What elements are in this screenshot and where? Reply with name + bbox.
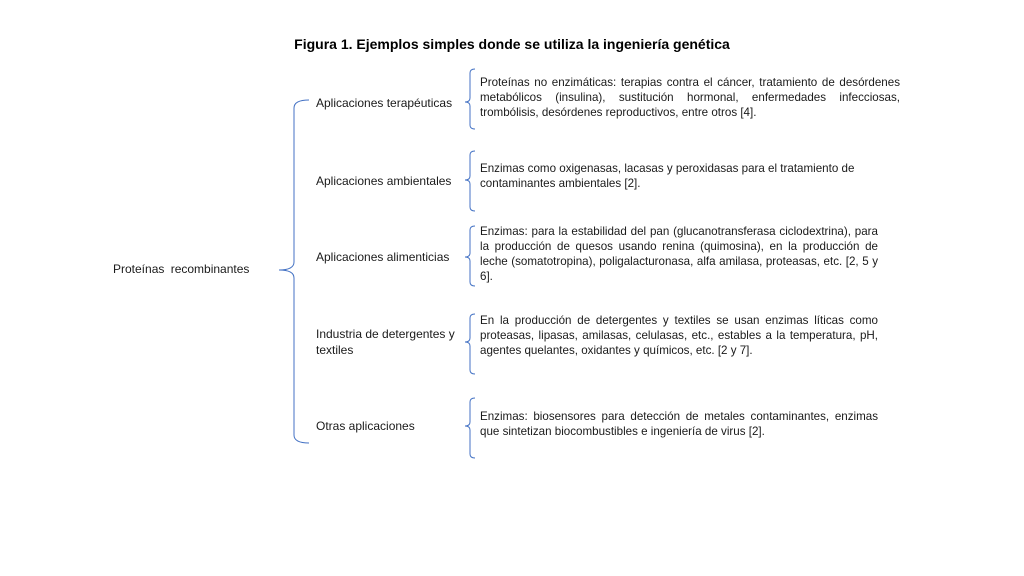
branch-brace-3 [465, 226, 475, 286]
branch-label-therapeutic: Aplicaciones terapéuticas [316, 96, 453, 110]
branch-description-other: Enzimas: biosensores para detección de metales contaminantes, enzimas que sintetizan biocombustibles e ingeniería de virus [2]. [480, 410, 878, 438]
figure-title: Figura 1. Ejemplos simples donde se utiliza la ingeniería genética [294, 36, 730, 52]
main-brace [279, 100, 309, 443]
branch-description-therapeutic: Proteínas no enzimáticas: terapias contra el cáncer, tratamiento de desórdenes metabólicos (insulina), sustitución hormonal, enfermedades infecciosas, trombólisis, desórdenes reproductivos, entre otros [4]. [480, 76, 900, 119]
branch-brace-2 [465, 151, 475, 211]
branch-label-other: Otras aplicaciones [316, 419, 415, 433]
branch-label-food: Aplicaciones alimenticias [316, 250, 450, 264]
branch-brace-5 [465, 398, 475, 458]
branch-label-environmental: Aplicaciones ambientales [316, 174, 452, 188]
branch-brace-4 [465, 314, 475, 374]
branch-label-detergents-textiles: Industria de detergentes y textiles [316, 327, 455, 357]
branch-description-food: Enzimas: para la estabilidad del pan (glucanotransferasa ciclodextrina), para la producción de quesos usando renina (quimosina), en la producción de leche (somatotropina), poligalacturonasa, alfa amilasa, proteasas, etc. [2, 5 y 6]. [480, 225, 878, 283]
branch-description-environmental: Enzimas como oxigenasas, lacasas y peroxidasas para el tratamiento de contaminantes ambientales [2]. [480, 162, 855, 190]
root-label: Proteínas recombinantes [113, 262, 250, 276]
branch-brace-1 [465, 69, 475, 129]
branch-description-detergents-textiles: En la producción de detergentes y textiles se usan enzimas líticas como proteasas, lipasas, amilasas, celulasas, etc., estables a la temperatura, pH, agentes quelantes, oxidantes y químicos, etc. [2 y 7]. [480, 314, 878, 357]
